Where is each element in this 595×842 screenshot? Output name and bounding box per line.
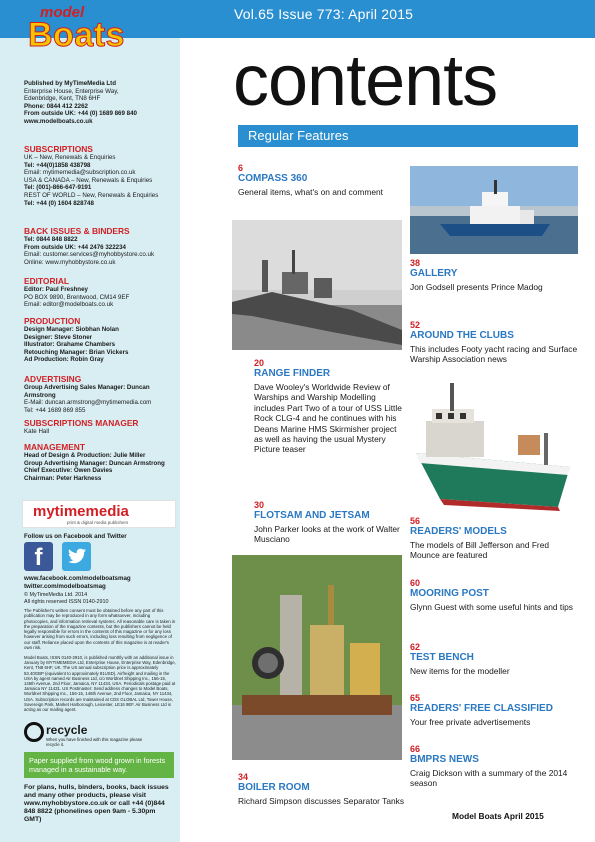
info-line: Head of Design & Production: Julie Miller [24, 452, 146, 459]
info-line: Tel: +44 1689 869 855 [24, 406, 86, 414]
entry-desc: Craig Dickson with a summary of the 2014 season [410, 768, 568, 789]
social-links [24, 575, 176, 590]
contents-entry[interactable] [410, 516, 580, 561]
info-line: Online: www.myhobbystore.co.uk [24, 258, 116, 266]
recycle-sub: When you have finished with this magazine please recycle it. [46, 737, 143, 747]
entry-desc: The models of Bill Jefferson and Fred Mounce are featured [410, 540, 550, 561]
entry-desc: General items, what's on and comment [238, 187, 383, 197]
section-heading: PRODUCTION [24, 316, 81, 326]
copyright-line: All rights reserved ISSN 0140-2910 [24, 598, 109, 605]
publisher-line: From outside UK: +44 (0) 1689 869 840 [24, 110, 137, 118]
contents-entry[interactable] [410, 578, 580, 612]
entry-title: READERS' FREE CLASSIFIED [410, 703, 553, 714]
back-issues-block [24, 226, 176, 266]
entry-title: GALLERY [410, 268, 458, 279]
page-footer: Model Boats April 2015 [452, 811, 544, 821]
legal-text: The Publisher's written consent must be obtained before any part of this publication may be reproduced in any form whatsoever, including photocopies, and information retrieval systems. All reasonable care is taken in the preparation of the magazine contents, but the publishers cannot be held legally responsible for errors in the contents of this magazine or for any loss however arising from such errors, including loss resulting from negligence of our staff. Reliance placed upon the contents of this magazine is at reader's own risk. [24, 608, 176, 651]
contents-entry[interactable] [254, 500, 402, 545]
info-line: Tel: (001)-866-647-9191 [24, 184, 92, 192]
plans-notice: For plans, hulls, binders, books, back issues and many other products, please visit www.myhobbystore.co.uk or call +44 (0)844 848 8822 (phonelines open 9am - 5.30pm GMT) [24, 784, 169, 823]
subscriptions-block [24, 144, 176, 207]
entry-title: BOILER ROOM [238, 782, 310, 793]
twitter-link[interactable]: twitter.com/modelboatsmag [24, 582, 106, 590]
legal-text-2: Model Boats, ISSN 0140-2910, is published monthly with an additional issue in January by MYTIMEMEDIA Ltd, Enterprise House, Enterprise Way, Edenbridge, Kent, TN8 6HF, UK. The US annual subscription price is approximately 53.40GBP (equivalent to approximately 81USD). Airfreight and mailing in the USA by agent named Air Business Ltd, c/o Worldnet Shipping Inc., 156-15, 146th Avenue, 2nd Floor, Jamaica, NY 11434, USA. Periodicals postage paid at Jamaica NY 11431. US Postmaster: Send address changes to Model Boats, Worldnet Shipping Inc., 156-15, 146th Avenue, 2nd Floor, Jamaica, NY 11434, USA. Subscription records are maintained at CDS GLOBAL Ltd, Tower House, Sovereign Park, Market Harborough, Leicester, LE16 9EF. Air Business Ltd is acting as our mailing agent. [24, 655, 176, 713]
mytimemedia-tagline: print & digital media publishers [67, 520, 129, 525]
publisher-line: Published by MyTimeMedia Ltd [24, 80, 117, 87]
publisher-line: Enterprise House, Enterprise Way, [24, 87, 119, 95]
logo-big-text: Boats [28, 16, 125, 54]
magazine-logo [22, 4, 162, 68]
section-bar: Regular Features [238, 125, 578, 147]
page-number: 30 [254, 500, 265, 510]
entry-desc: Jon Godsell presents Prince Madog [410, 282, 543, 292]
info-line: Chairman: Peter Harkness [24, 474, 102, 482]
facebook-icon[interactable]: f [24, 542, 53, 571]
entry-title: BMPRS NEWS [410, 754, 479, 765]
contents-entry[interactable] [410, 320, 580, 365]
info-line: Tel: +44 (0) 1604 828748 [24, 199, 94, 207]
fishing-boat-model-photo [410, 375, 578, 515]
page-title: contents [233, 41, 498, 121]
info-line: Group Advertising Manager: Duncan Armstrong [24, 459, 165, 467]
entry-title: RANGE FINDER [254, 368, 331, 379]
paper-notice: Paper supplied from wood grown in forests managed in a sustainable way. [24, 752, 174, 778]
entry-desc: New items for the modeller [410, 666, 510, 676]
warship-photo [232, 220, 402, 350]
info-line: Illustrator: Grahame Chambers [24, 341, 116, 349]
info-line: From outside UK: +44 2476 322234 [24, 243, 126, 251]
entry-desc: Your free private advertisements [410, 717, 531, 727]
contents-entry[interactable] [410, 258, 580, 292]
info-line: Tel: 0844 848 8822 [24, 236, 78, 243]
entry-desc: John Parker looks at the work of Walter Musciano [254, 524, 400, 545]
mytimemedia-logo [22, 500, 176, 528]
section-heading: BACK ISSUES & BINDERS [24, 226, 130, 236]
entry-title: COMPASS 360 [238, 173, 308, 184]
subs-manager-block [24, 418, 176, 436]
info-line: Editor: Paul Freshney [24, 286, 88, 293]
info-line: REST OF WORLD – New, Renewals & Enquiries [24, 191, 159, 199]
info-line: Kate Hall [24, 428, 50, 435]
info-line: Ad Production: Robin Gray [24, 356, 104, 364]
twitter-icon[interactable] [62, 542, 91, 571]
mytimemedia-name: mytimemedia [33, 503, 129, 520]
management-block [24, 442, 176, 482]
research-ship-photo [410, 166, 578, 254]
section-heading: SUBSCRIPTIONS MANAGER [24, 418, 139, 428]
page-number: 20 [254, 358, 265, 368]
info-line: Retouching Manager: Brian Vickers [24, 348, 129, 356]
follow-text: Follow us on Facebook and Twitter [24, 533, 127, 540]
copyright-block [24, 592, 176, 605]
section-heading: SUBSCRIPTIONS [24, 144, 93, 154]
section-heading: ADVERTISING [24, 374, 82, 384]
entry-title: AROUND THE CLUBS [410, 330, 514, 341]
info-line: Email: customer.services@myhobbystore.co.uk [24, 251, 155, 259]
entry-desc: Glynn Guest with some useful hints and tips [410, 602, 573, 612]
publisher-line: Phone: 0844 412 2262 [24, 102, 88, 110]
contents-entry[interactable] [238, 163, 408, 197]
page-number: 6 [238, 163, 244, 173]
entry-desc: This includes Footy yacht racing and Surface Warship Association news [410, 344, 578, 365]
steam-engine-photo [232, 555, 402, 760]
publisher-line: Edenbridge, Kent, TN8 6HF [24, 95, 101, 103]
page-number: 66 [410, 744, 421, 754]
info-line: Designer: Steve Stoner [24, 333, 93, 341]
contents-entry[interactable] [254, 358, 402, 455]
page-number: 65 [410, 693, 421, 703]
issue-info: Vol.65 Issue 773: April 2015 [234, 6, 414, 22]
entry-title: READERS' MODELS [410, 526, 507, 537]
editorial-block [24, 276, 176, 309]
page-number: 38 [410, 258, 421, 268]
info-line: Tel: +44(0)1858 438798 [24, 161, 91, 169]
contents-entry[interactable] [410, 744, 580, 789]
entry-desc: Dave Wooley's Worldwide Review of Warships and Warship Modelling includes Part Two of a tour of USS Little Rock CLG-4 and he continues with his Deans Marine HMS Skirmisher project as well as having the usual Mystery Picture teaser [254, 382, 402, 455]
info-line: USA & CANADA – New, Renewals & Enquiries [24, 176, 153, 184]
info-line: Email: mytimemedia@subscription.co.uk [24, 169, 136, 177]
contents-entry[interactable] [238, 772, 408, 806]
section-heading: EDITORIAL [24, 276, 69, 286]
info-line: Chief Executive: Owen Davies [24, 467, 113, 475]
info-line: UK – New, Renewals & Enquiries [24, 154, 116, 161]
entry-desc: Richard Simpson discusses Separator Tanks [238, 796, 405, 806]
logo-small-text: model [40, 4, 85, 21]
info-line: Email: editor@modelboats.co.uk [24, 301, 114, 309]
info-line: Group Advertising Sales Manager: Duncan Armstrong [24, 384, 150, 399]
section-heading: MANAGEMENT [24, 442, 85, 452]
facebook-link[interactable]: www.facebook.com/modelboatsmag [24, 575, 131, 582]
website-link[interactable]: www.modelboats.co.uk [24, 117, 93, 125]
page-number: 56 [410, 516, 421, 526]
contents-entry[interactable] [410, 693, 580, 727]
info-line: E-Mail: duncan.armstrong@mytimemedia.com [24, 399, 152, 407]
info-line: PO BOX 9890, Brentwood, CM14 9EF [24, 293, 130, 301]
page-number: 52 [410, 320, 421, 330]
page-number: 34 [238, 772, 249, 782]
advertising-block [24, 374, 176, 414]
page-number: 62 [410, 642, 421, 652]
recycle-logo [24, 722, 174, 748]
info-line: Design Manager: Siobhan Nolan [24, 326, 119, 333]
recycle-icon [24, 722, 44, 742]
recycle-word: recycle [46, 723, 88, 737]
production-block [24, 316, 176, 364]
entry-title: MOORING POST [410, 588, 489, 599]
copyright-line: © MyTimeMedia Ltd. 2014 [24, 592, 88, 598]
page-number: 60 [410, 578, 421, 588]
contents-entry[interactable] [410, 642, 580, 676]
entry-title: FLOTSAM AND JETSAM [254, 510, 370, 521]
publisher-info [24, 80, 176, 126]
entry-title: TEST BENCH [410, 652, 474, 663]
